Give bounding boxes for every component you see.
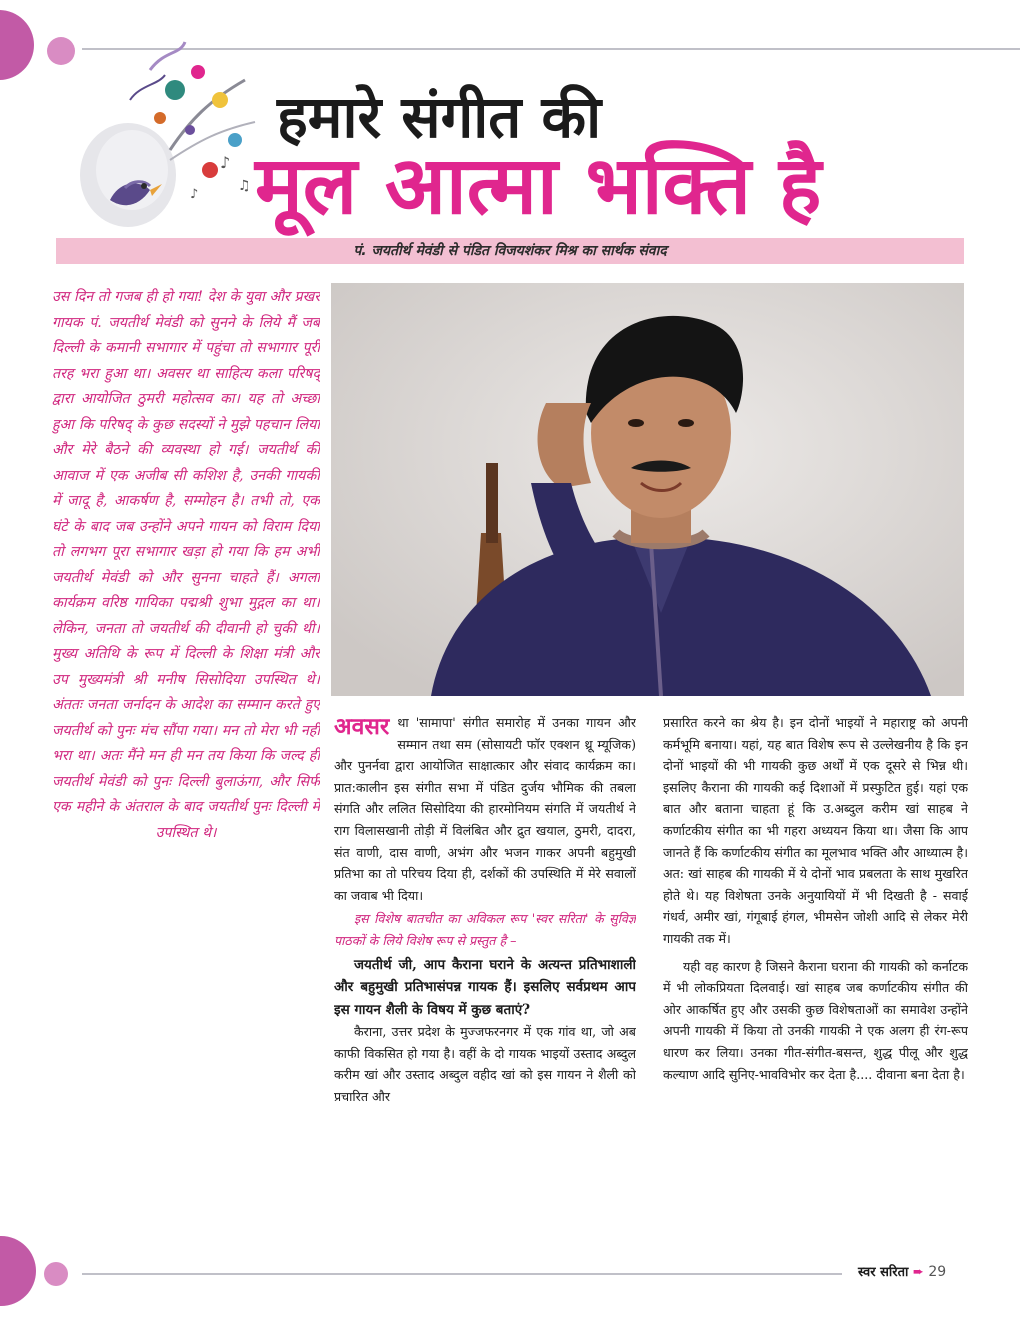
interview-question: जयतीर्थ जी, आप कैराना घराने के अत्यन्त प्रतिभाशाली और बहुमुखी प्रतिभासंपन्न गायक हैं। इसलिए सर्वप्रथम आप इस गायन शैली के विषय में कुछ बताएं? [334,956,636,1018]
bottom-rule [82,1273,842,1275]
magazine-name: स्वर सरिता [858,1265,909,1280]
singer-portrait [331,283,964,696]
svg-text:♪: ♪ [220,153,231,172]
headline-line2: मूल आत्मा भक्ति है [255,138,822,232]
decorative-circle-bottom-small [44,1262,68,1286]
article-column-middle [334,712,636,1252]
page-number: 29 [928,1264,947,1280]
svg-text:♫: ♫ [238,178,251,194]
article-column-right [663,712,968,1252]
subtitle-band [56,238,964,264]
drop-word: अवसर [334,714,390,740]
article-paragraph-1: था 'सामापा' संगीत समारोह में उनका गायन और सम्मान तथा सम (सोसायटी फॉर एक्शन थ्रू म्यूजिक) और पुनर्नवा द्वारा आयोजित साक्षात्कार और संवाद कार्यक्रम का। प्रात:कालीन इस संगीत सभा में पंडित दुर्जय भौमिक की तबला संगति और ललित सिसोदिया की हारमोनियम संगति में जयतीर्थ ने राग विलासखानी तोड़ी में विलंबित और द्रुत खयाल, ठुमरी, दादरा, संत वाणी, दास वाणी, अभंग और भजन गाकर अपनी बहुमुखी प्रतिभा का तो परिचय दिया ही, दर्शकों की उपस्थिति में मेरे सवालों का जवाब भी दिया। [334,715,636,903]
page-footer [858,1262,946,1280]
subtitle: पं. जयतीर्थ मेवंडी से पंडित विजयशंकर मिश्र का सार्थक संवाद [353,243,667,259]
intro-column: उस दिन तो गजब ही हो गया! देश के युवा और प्रखर गायक पं. जयतीर्थ मेवंडी को सुनने के लिये मैं जब दिल्ली के कमानी सभागार में पहुंचा तो सभागार पूरी तरह भरा हुआ था। अवसर था साहित्य कला परिषद् द्वारा आयोजित ठुमरी महोत्सव का। यह तो अच्छा हुआ कि परिषद् के कुछ सदस्यों ने मुझे पहचान लिया और मेरे बैठने की व्यवस्था हो गई। जयतीर्थ की आवाज में एक अजीब सी कशिश है, उनकी गायकी में जादू है, आकर्षण है, सम्मोहन है। तभी तो, एक घंटे के बाद जब उन्होंने अपने गायन को विराम दिया तो लगभग पूरा सभागार खड़ा हो गया कि हम अभी जयतीर्थ मेवंडी को और सुनना चाहते हैं। अगला कार्यक्रम वरिष्ठ गायिका पद्मश्री शुभा मुद्गल का था। लेकिन, जनता तो जयतीर्थ की दीवानी हो चुकी थी। मुख्य अतिथि के रूप में दिल्ली के शिक्षा मंत्री और उप मुख्यमंत्री श्री मनीष सिसोदिया उपस्थित थे। अंततः जनता जर्नादन के आदेश का सम्मान करते हुए जयतीर्थ को पुनः मंच सौंपा गया। मन तो मेरा भी नहीं भरा था। अतः मैंने मन ही मन तय किया कि जल्द ही जयतीर्थ मेवंडी को पुनः दिल्ली बुलाऊंगा, और सिर्फ एक महीने के अंतराल के बाद जयतीर्थ पुनः दिल्ली में उपस्थित थे। [52,289,320,841]
interview-answer-1: कैराना, उत्तर प्रदेश के मुज्जफरनगर में एक गांव था, जो अब काफी विकसित हो गया है। वहीं के दो गायक भाइयों उस्ताद अब्दुल करीम खां और उस्ताद अब्दुल वहीद खां को इस गायन ने शैली को प्रचारित और [334,1024,636,1104]
svg-text:♪: ♪ [190,187,199,202]
arrow-icon: ➨ [912,1265,924,1280]
singer-photo [331,283,964,696]
decorative-circle [0,10,34,80]
music-ornament-illustration [70,30,270,230]
headline-line1: हमारे संगीत की [277,83,602,151]
interview-answer-2: यही वह कारण है जिसने कैराना घराना की गायकी को कर्नाटक में भी लोकप्रियता दिलवाई। खां साहब जब कर्णाटकीय संगीत की ओर आकर्षित हुए और उसकी कुछ विशेषताओं का समावेश उन्होंने अपनी गायकी में किया तो उनकी गायकी ने एक अलग ही रंग-रूप धारण कर लिया। उनका गीत-संगीत-बसन्त, शुद्ध पीलू और शुद्ध कल्याण आदि सुनिए-भावविभोर कर देता है.... दीवाना बना देता है। [663,958,968,1082]
interview-answer-1-continued: प्रसारित करने का श्रेय है। इन दोनों भाइयों ने महाराष्ट्र को अपनी कर्मभूमि बनाया। यहां, यह बात विशेष रूप से उल्लेखनीय है कि इन दोनों भाइयों की भी गायकी कुछ अर्थों में एक दूसरे से भिन्न थी। इसलिए कैराना की गायकी कई दिशाओं में प्रस्फुटित हुई। यहां एक बात और बताना चाहता हूं कि उ.अब्दुल करीम खां साहब ने कर्णाटकीय संगीत का भी गहरा अध्ययन किया था। जैसा कि आप जानते हैं कि कर्णाटकीय संगीत का मूलभाव भक्ति और आध्यात्म है। अत: खां साहब की गायकी में ये दोनों भाव प्रबलता के साथ मुखरित होते थे। यह विशेषता उनके अनुयायियों में भी दिखती है - सवाई गंधर्व, अमीर खां, गंगूबाई हंगल, भीमसेन जोशी आदि से लेकर मेरी गायकी तक में। [663,715,968,946]
decorative-circle-bottom [0,1236,36,1306]
interview-intro: इस विशेष बातचीत का अविकल रूप 'स्वर सरिता' के सुविज्ञ पाठकों के लिये विशेष रूप से प्रस्तुत है – [334,911,636,948]
